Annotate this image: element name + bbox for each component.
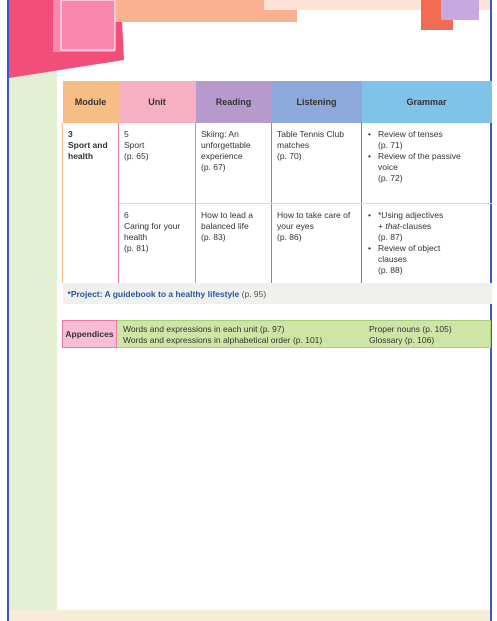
table-row: [63, 203, 492, 283]
unit-page: (p. 81): [124, 242, 149, 253]
module-title-line1: Sport and: [68, 140, 108, 150]
project-page: (p. 95): [241, 289, 267, 299]
listening-line: How to take care of: [277, 209, 351, 220]
appendices-row: [62, 320, 491, 348]
appendices-label: Appendices: [62, 320, 117, 348]
reading-line: unforgettable: [201, 140, 251, 150]
grammar-item: • Review of object clauses (p. 88): [367, 243, 487, 276]
appendices-body: [117, 320, 491, 348]
listening-line: matches: [277, 140, 310, 150]
module-title-line2: health: [68, 151, 94, 161]
unit-title: Sport: [124, 140, 145, 150]
left-frame-line: [7, 0, 9, 621]
project-title: Project: A guidebook to a healthy lifestyle: [70, 289, 240, 299]
grammar-item: • *Using adjectives + that-clauses (p. 87): [367, 210, 487, 243]
grammar-item: • Review of the passive voice (p. 72): [367, 151, 487, 184]
grammar-list: [367, 210, 487, 276]
header-grammar: Grammar: [362, 81, 492, 123]
reading-line: How to lead a: [201, 209, 253, 220]
listening-page: (p. 70): [277, 151, 302, 161]
listening-line: your eyes: [277, 220, 314, 231]
appendix-item: Glossary (p. 106): [369, 335, 435, 345]
listening-cell: [272, 123, 362, 203]
listening-line: Table Tennis Club: [277, 129, 344, 139]
project-row: [63, 283, 492, 304]
header-reading: Reading: [196, 81, 272, 123]
unit-title-line1: Caring for your: [124, 220, 181, 231]
grammar-cell: [362, 203, 492, 283]
unit-page: (p. 65): [124, 151, 149, 161]
header-module: Module: [63, 81, 119, 123]
bottom-decorative-strip: [9, 610, 490, 621]
table-row: [63, 123, 492, 203]
lavender-block-shape: [441, 0, 479, 20]
left-decorative-strip: [9, 60, 57, 621]
contents-table: [62, 81, 492, 304]
listening-cell: [272, 203, 362, 283]
listening-page: (p. 86): [277, 231, 302, 242]
project-cell: [63, 283, 492, 304]
grammar-item: • Review of tenses (p. 71): [367, 129, 487, 151]
top-decorative-shapes: [9, 0, 490, 80]
table-header-row: [63, 81, 492, 123]
reading-page: (p. 67): [201, 162, 226, 172]
reading-cell: [196, 123, 272, 203]
appendix-item: Words and expressions in each unit (p. 97): [123, 324, 285, 334]
reading-page: (p. 83): [201, 231, 226, 242]
reading-line: balanced life: [201, 220, 249, 231]
grammar-cell: [362, 123, 492, 203]
module-number: 3: [68, 129, 73, 139]
reading-line: Skiing: An: [201, 129, 239, 139]
grammar-list: [367, 129, 487, 184]
appendix-item: Proper nouns (p. 105): [369, 324, 452, 334]
header-listening: Listening: [272, 81, 362, 123]
header-unit: Unit: [119, 81, 196, 123]
reading-line: experience: [201, 151, 243, 161]
project-star: *: [67, 289, 71, 299]
module-cell: [63, 123, 119, 283]
unit-number: 5: [124, 129, 129, 139]
appendix-item: Words and expressions in alphabetical order (p. 101): [123, 335, 323, 345]
unit-cell: [119, 203, 196, 283]
unit-number: 6: [124, 209, 129, 220]
unit-title-line2: health: [124, 231, 148, 242]
pink-square-shape: [53, 0, 115, 52]
unit-cell: [119, 123, 196, 203]
reading-cell: [196, 203, 272, 283]
